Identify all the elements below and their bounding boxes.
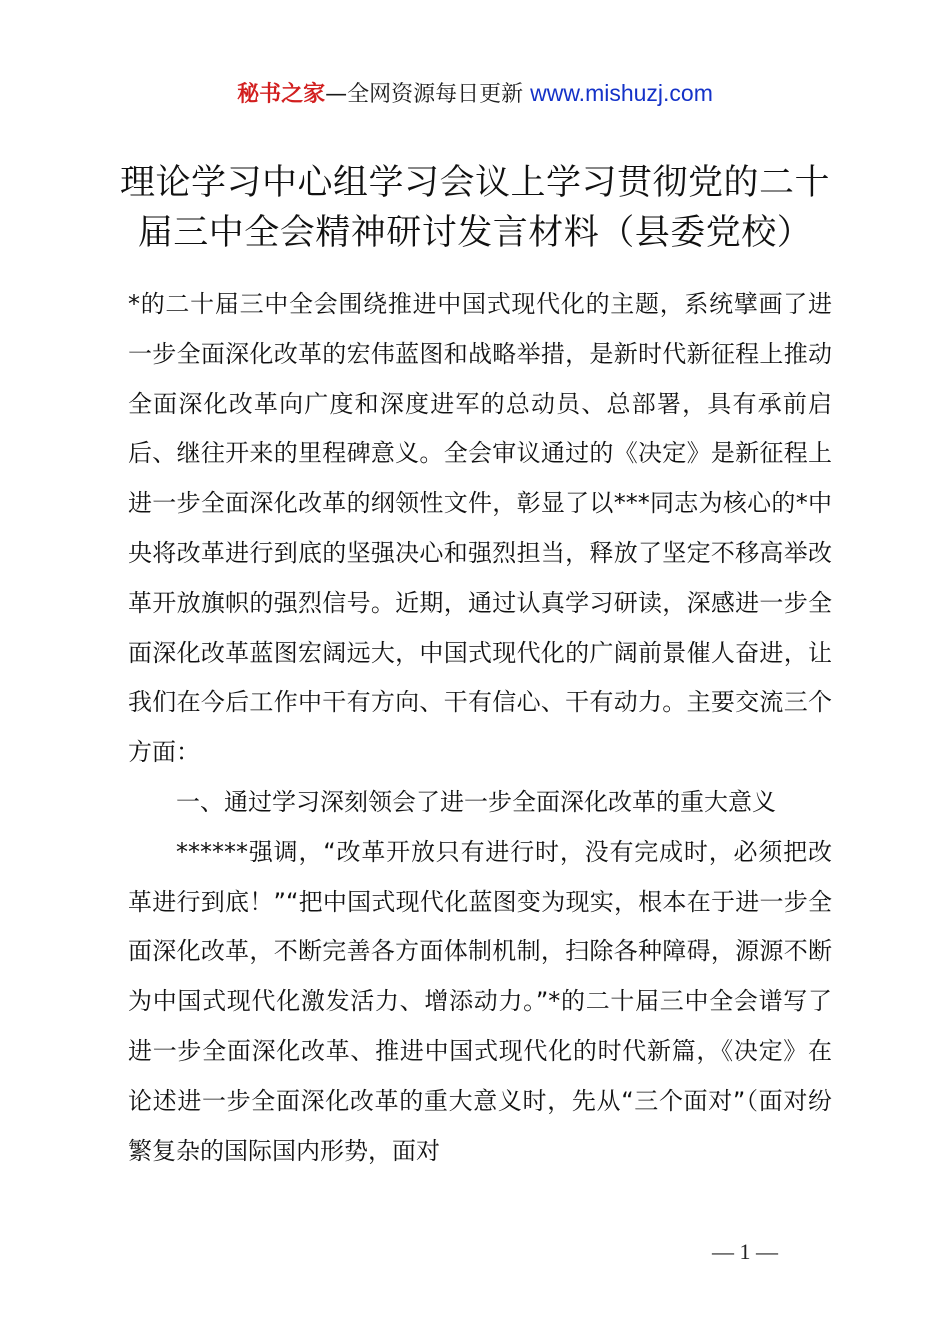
site-url-link[interactable]: www.mishuzj.com bbox=[530, 80, 713, 106]
site-header bbox=[0, 78, 950, 110]
document-title bbox=[0, 158, 950, 258]
site-tagline: —全网资源每日更新 bbox=[325, 82, 531, 107]
title-line-2: 届三中全会精神研讨发言材料（县委党校） bbox=[137, 213, 813, 253]
site-brand: 秘书之家 bbox=[237, 82, 326, 107]
document-body bbox=[128, 280, 832, 1176]
intro-paragraph: *的二十届三中全会围绕推进中国式现代化的主题，系统擘画了进一步全面深化改革的宏伟蓝图和战略举措，是新时代新征程上推动全面深化改革向广度和深度进军的总动员、总部署，具有承前启后、继往开来的里程碑意义。全会审议通过的《决定》是新征程上进一步全面深化改革的纲领性文件，彰显了以***同志为核心的*中央将改革进行到底的坚强决心和强烈担当，释放了坚定不移高举改革开放旗帜的强烈信号。近期，通过认真学习研读，深感进一步全面深化改革蓝图宏阔远大，中国式现代化的广阔前景催人奋进，让我们在今后工作中干有方向、干有信心、干有动力。主要交流三个方面： bbox=[128, 290, 832, 767]
title-line-1: 理论学习中心组学习会议上学习贯彻党的二十 bbox=[119, 163, 830, 203]
page-number: — 1 — bbox=[712, 1239, 778, 1264]
body-paragraph-2: ******强调，“改革开放只有进行时，没有完成时，必须把改革进行到底！”“把中国式现代化蓝图变为现实，根本在于进一步全面深化改革，不断完善各方面体制机制，扫除各种障碍，源源不断为中国式现代化激发活力、增添动力。”*的二十届三中全会谱写了进一步全面深化改革、推进中国式现代化的时代新篇，《决定》在论述进一步全面深化改革的重大意义时，先从“三个面对”（面对纷繁复杂的国际国内形势，面对 bbox=[128, 837, 832, 1165]
section-heading-1: 一、通过学习深刻领会了进一步全面深化改革的重大意义 bbox=[176, 787, 776, 816]
